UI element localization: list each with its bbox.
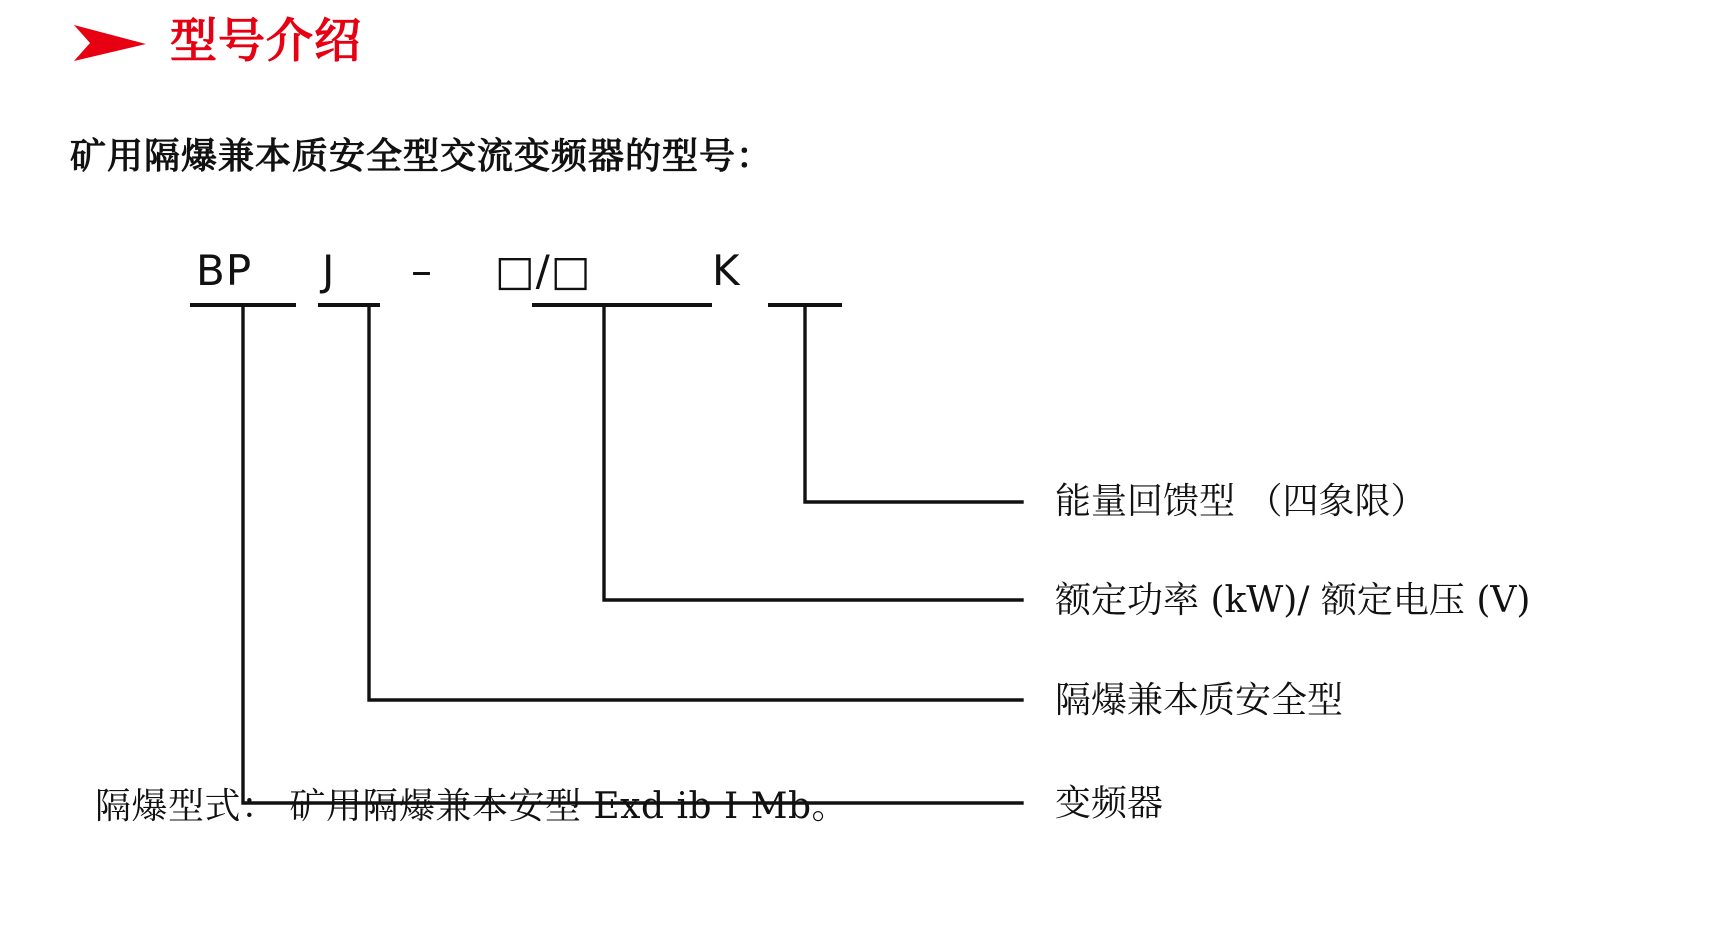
lead-line-inverter (243, 305, 1022, 803)
callout-label-k: 能量回馈型 （四象限） (1055, 481, 1427, 522)
code-token-j: J (322, 246, 336, 295)
callout-label-inverter: 变频器 (1055, 783, 1164, 824)
page-title: 型号介绍 (170, 14, 362, 69)
callout-label-flameproof: 隔爆兼本质安全型 (1055, 680, 1344, 721)
code-token-bp: BP (196, 246, 253, 295)
code-token-dash: – (411, 246, 433, 295)
code-token-k: K (712, 246, 741, 295)
lead-line-power-voltage (604, 305, 1022, 600)
lead-line-k (805, 305, 1022, 502)
footer-note: 隔爆型式： 矿用隔爆兼本安型 Exd ib I Mb。 (95, 786, 849, 827)
callout-label-power-voltage: 额定功率 (kW)/ 额定电压 (V) (1055, 580, 1531, 621)
subtitle-text: 矿用隔爆兼本质安全型交流变频器的型号： (70, 135, 774, 177)
code-token-power-voltage: □/□ (495, 246, 592, 295)
